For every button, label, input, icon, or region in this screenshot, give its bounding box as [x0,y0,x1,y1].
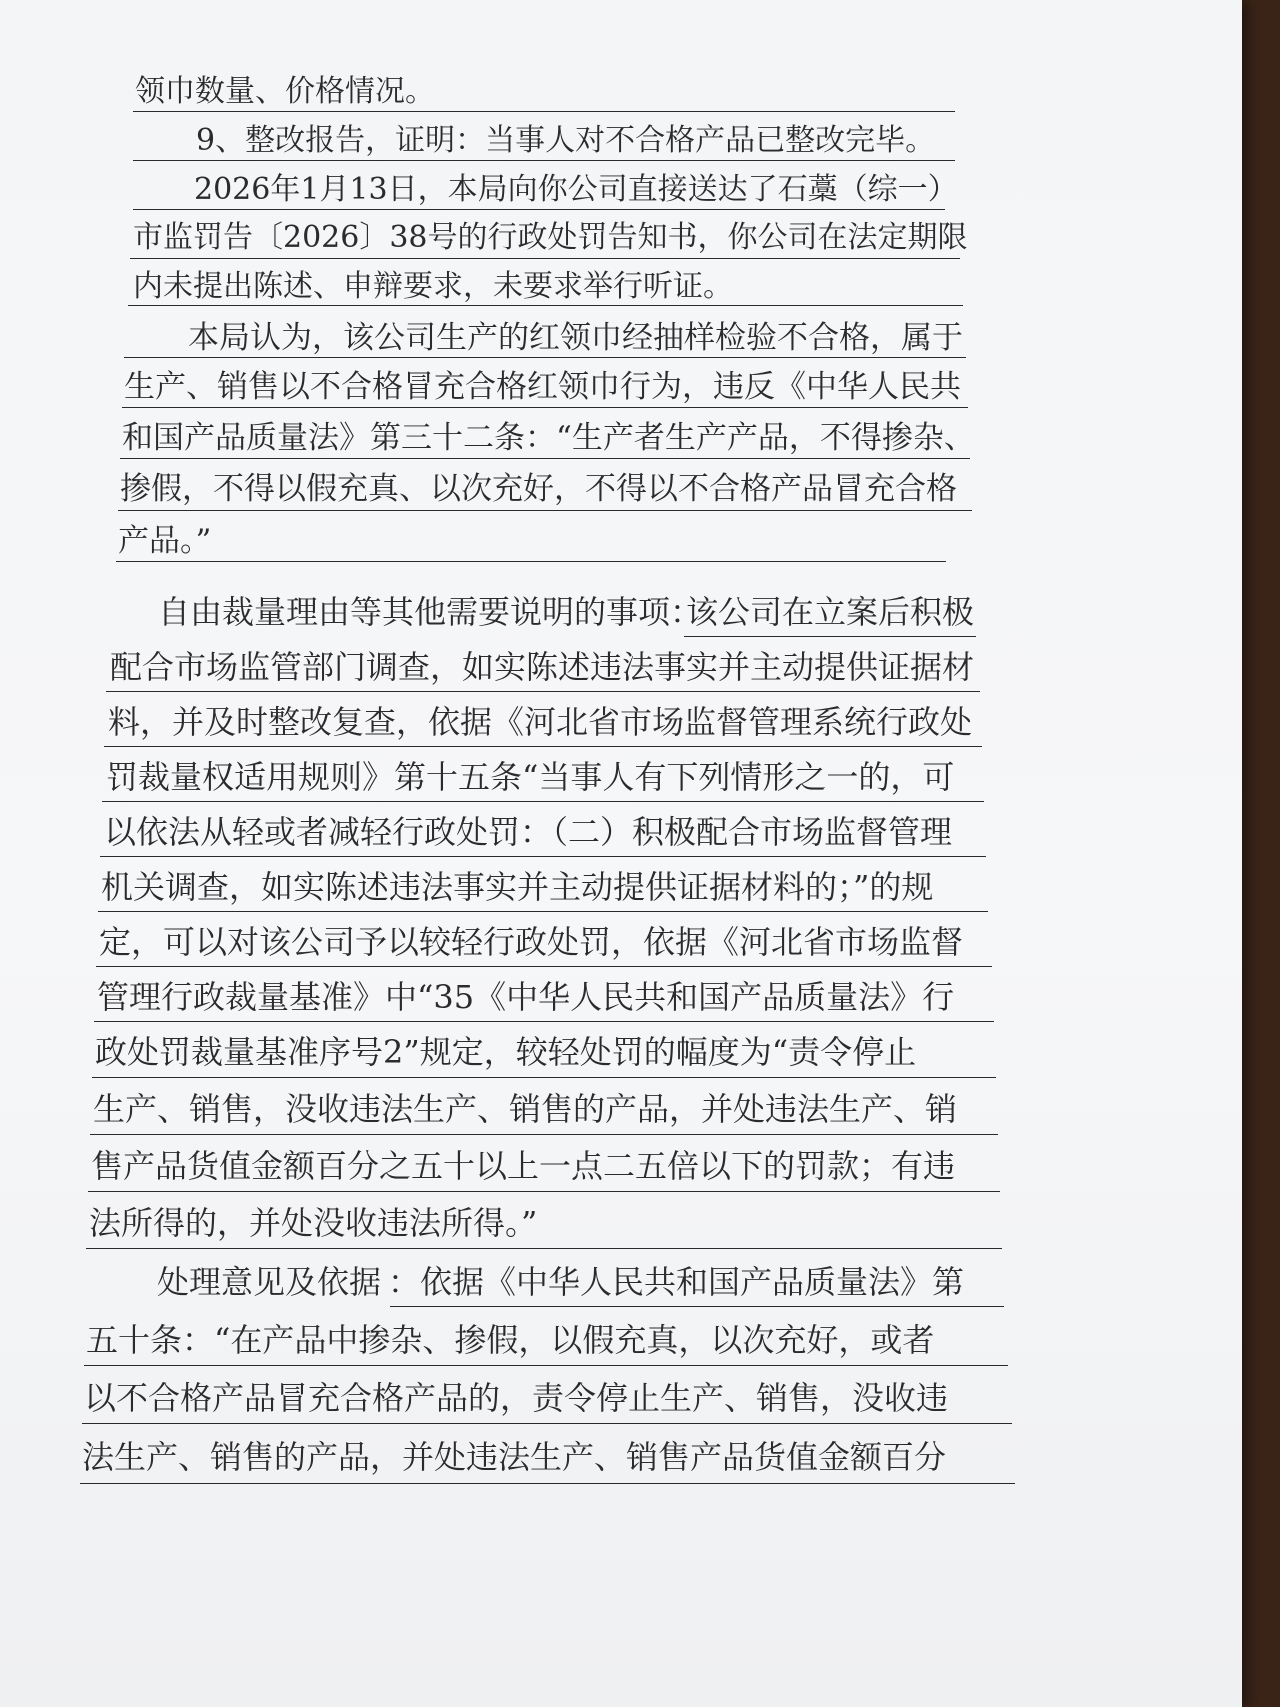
text-line: 定，可以对该公司予以较轻行政处罚，依据《河北省市场监督 [99,923,964,961]
text-line: 领巾数量、价格情况。 [135,74,435,109]
text-line: 9、整改报告，证明：当事人对不合格产品已整改完毕。 [196,123,936,158]
underline-rule [86,1248,1002,1249]
text-line: 2026年1月13日，本局向你公司直接送达了石藁（综一） [194,172,958,207]
text-line: 管理行政裁量基准》中“35《中华人民共和国产品质量法》行 [97,978,955,1016]
underline-rule [88,1191,1000,1192]
underline-rule [124,357,966,358]
text-line: 产品。” [118,523,212,559]
text-line: ：依据《中华人民共和国产品质量法》第 [388,1263,965,1301]
text-line: 料，并及时整改复查，依据《河北省市场监督管理系统行政处 [108,703,973,741]
text-line: 生产、销售，没收违法生产、销售的产品，并处违法生产、销 [93,1090,958,1128]
text-line: 机关调查，如实陈述违法事实并主动提供证据材料的；”的规 [101,868,934,906]
underline-rule [133,160,955,161]
underline-rule [84,1365,1008,1366]
underline-rule [130,258,960,259]
underline-rule [82,1423,1012,1424]
section-label-discretion: 自由裁量理由等其他需要说明的事项： [158,593,703,631]
section-label-handling: 处理意见及依据 [157,1263,382,1301]
underline-rule [116,561,946,562]
underline-rule [118,510,972,511]
text-line: 法所得的，并处没收违法所得。” [89,1204,538,1242]
text-line: 内未提出陈述、申辩要求，未要求举行听证。 [133,269,733,304]
underline-rule [90,1134,998,1135]
text-line: 五十条：“在产品中掺杂、掺假，以假充真，以次充好，或者 [86,1321,935,1359]
underline-rule [122,407,968,408]
underline-rule [94,1021,994,1022]
underline-rule [120,458,970,459]
text-line: 法生产、销售的产品，并处违法生产、销售产品货值金额百分 [82,1438,947,1476]
underline-rule [390,1306,1004,1307]
underline-rule [92,1077,996,1078]
underline-rule [684,636,976,637]
text-line: 售产品货值金额百分之五十以上一点二五倍以下的罚款；有违 [91,1147,956,1185]
underline-rule [128,305,963,306]
underline-rule [106,691,980,692]
underline-rule [102,801,984,802]
text-line: 以依法从轻或者减轻行政处罚：（二）积极配合市场监督管理 [104,813,953,851]
underline-rule [80,1483,1015,1484]
text-line: 政处罚裁量基准序号2”规定，较轻处罚的幅度为“责令停止 [95,1033,917,1071]
text-line: 配合市场监管部门调查，如实陈述违法事实并主动提供证据材 [110,648,975,686]
underline-rule [133,209,945,210]
text-line: 该公司在立案后积极 [686,593,975,631]
underline-rule [96,966,992,967]
text-line: 掺假，不得以假充真、以次充好，不得以不合格产品冒充合格 [120,471,957,507]
text-line: 市监罚告〔2026〕38号的行政处罚告知书，你公司在法定期限 [133,220,968,255]
text-line: 和国产品质量法》第三十二条：“生产者生产产品，不得掺杂、 [122,420,975,456]
text-line: 生产、销售以不合格冒充合格红领巾行为，违反《中华人民共 [124,369,961,405]
text-line: 罚裁量权适用规则》第十五条“当事人有下列情形之一的，可 [106,758,955,796]
text-line: 以不合格产品冒充合格产品的，责令停止生产、销售，没收违 [84,1379,949,1417]
underline-rule [100,856,986,857]
underline-rule [104,746,982,747]
underline-rule [98,911,988,912]
text-line: 本局认为，该公司生产的红领巾经抽样检验不合格，属于 [188,320,963,356]
underline-rule [133,111,955,112]
